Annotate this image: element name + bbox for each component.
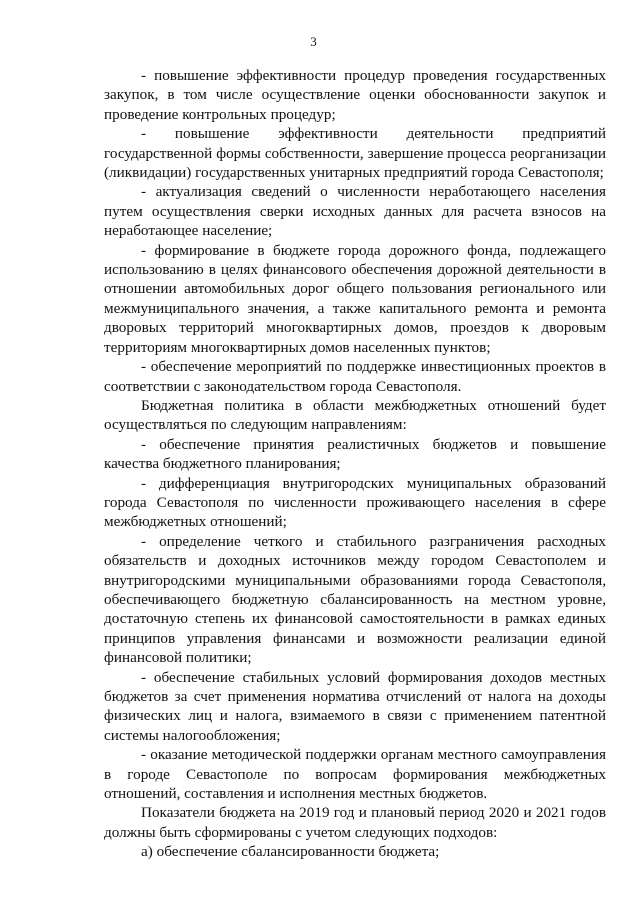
paragraph-budget-indicators: Показатели бюджета на 2019 год и плановый период 2020 и 2021 годов должны быть сформированы с учетом следующих подходов: [104, 804, 606, 841]
paragraph-realistic-budgets: - обеспечение принятия реалистичных бюджетов и повышение качества бюджетного планирования; [104, 435, 606, 473]
paragraph-procurement: - повышение эффективности процедур проведения государственных закупок, в том числе осуществление оценки обоснованности закупок и проведение контрольных процедур; [104, 67, 606, 123]
paragraph-state-enterprises: - повышение эффективности деятельности предприятий государственной формы собственности, завершение процесса реорганизации (ликвидации) государственных унитарных предприятий города Севастополя; [104, 125, 606, 182]
paragraph-balance: а) обеспечение сбалансированности бюджета; [141, 843, 440, 861]
paragraph-differentiation: - дифференциация внутригородских муниципальных образований города Севастополя по численности проживающего населения в сфере межбюджетных отношений; [104, 474, 606, 531]
paragraph-population-data: - актуализация сведений о численности неработающего населения путем осуществления сверки исходных данных для расчета взносов на неработающее население; [104, 183, 606, 240]
document-body [104, 66, 606, 862]
page-number: 3 [310, 34, 317, 49]
paragraph-investment-projects: - обеспечение мероприятий по поддержке инвестиционных проектов в соответствии с законодательством города Севастополя. [104, 358, 606, 395]
paragraph-interbudget-policy: Бюджетная политика в области межбюджетных отношений будет осуществляться по следующим направлениям: [104, 396, 606, 434]
paragraph-obligations: - определение четкого и стабильного разграничения расходных обязательств и доходных источников между городом Севастополем и внутригородскими муниципальными образованиями города Севастополя, обеспечивающего бюджетную сбалансированность на местном уровне, достаточную степень их финансовой самостоятельности в рамках единых принципов управления финансами и возможности реализации единой финансовой политики; [104, 532, 606, 667]
paragraph-revenue-conditions: - обеспечение стабильных условий формирования доходов местных бюджетов за счет применения норматива отчислений от налога на доходы физических лиц и налога, взимаемого в связи с применением патентной системы налогообложения; [104, 668, 606, 744]
paragraph-road-fund: - формирование в бюджете города дорожного фонда, подлежащего использованию в целях финансового обеспечения дорожной деятельности в отношении автомобильных дорог общего пользования регионального или межмуниципального значения, а также капитального ремонта и ремонта дворовых территорий многоквартирных домов, проездов к дворовым территориям многоквартирных домов населенных пунктов; [104, 241, 606, 356]
paragraph-methodical-support: - оказание методической поддержки органам местного самоуправления в городе Севастополе по вопросам формирования межбюджетных отношений, составления и исполнения местных бюджетов. [104, 746, 606, 803]
